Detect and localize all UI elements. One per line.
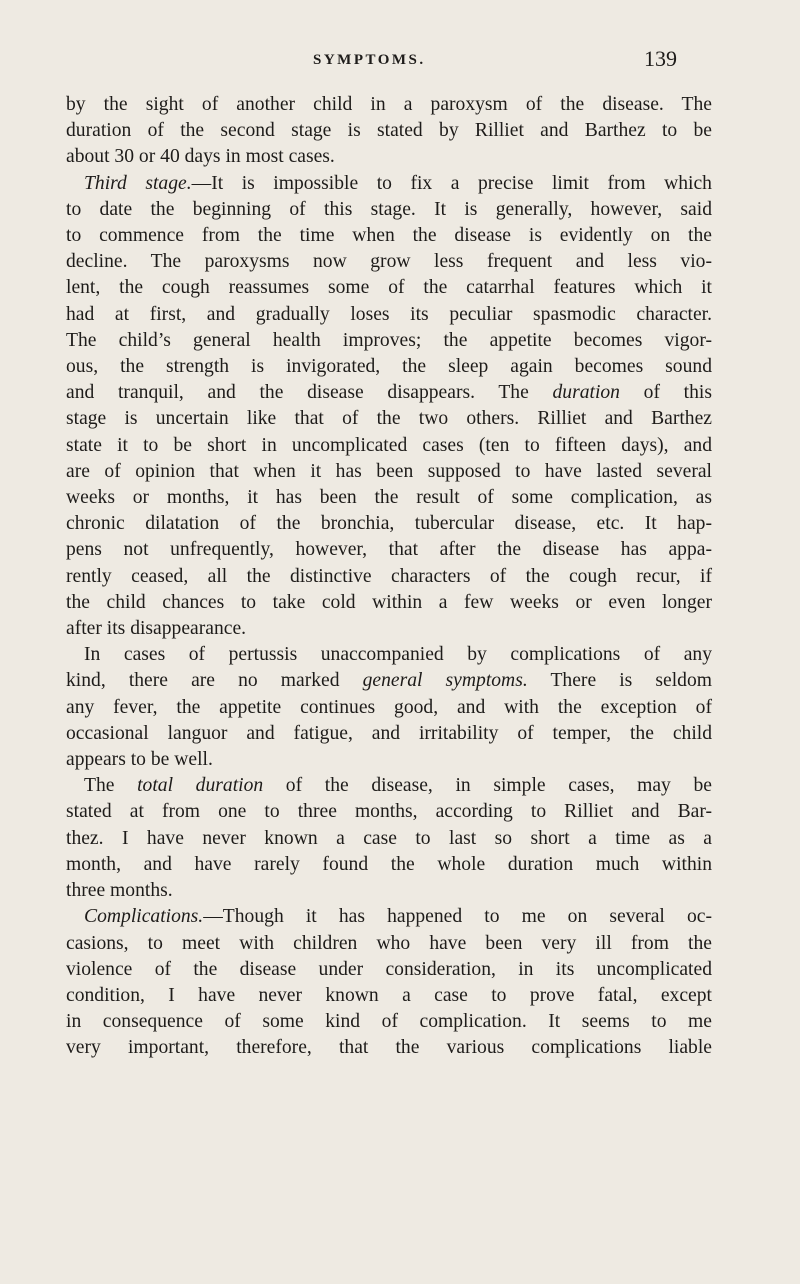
text-line: In cases of pertussis unaccompanied by complications of any <box>84 644 712 666</box>
text-line: stated at from one to three months, according to Rilliet and Bar- <box>66 801 712 823</box>
text-line: lent, the cough reassumes some of the catarrhal features which it <box>66 277 712 299</box>
text-line: are of opinion that when it has been supposed to have lasted several <box>66 460 712 482</box>
text-line: decline. The paroxysms now grow less frequent and less vio- <box>66 251 712 273</box>
body-text <box>66 92 712 1062</box>
text-line <box>66 380 712 406</box>
text-line <box>66 773 712 799</box>
text-line-third-stage <box>66 171 712 197</box>
text-line: violence of the disease under consideration, in its uncomplicated <box>66 958 712 980</box>
text-line: ous, the strength is invigorated, the sleep again becomes sound <box>66 356 712 378</box>
text-line: stage is uncertain like that of the two others. Rilliet and Barthez <box>66 408 712 430</box>
text-line: had at first, and gradually loses its peculiar spasmodic character. <box>66 303 712 325</box>
text-run: The <box>84 775 138 797</box>
text-line: duration of the second stage is stated by Rilliet and Barthez to be <box>66 120 712 142</box>
text-line: thez. I have never known a case to last so short a time as a <box>66 827 712 849</box>
text-line: occasional languor and fatigue, and irritability of temper, the child <box>66 722 712 744</box>
text-line: casions, to meet with children who have been very ill from the <box>66 932 712 954</box>
text-run: There is seldom <box>527 670 712 692</box>
text-line: three months. <box>66 880 173 902</box>
text-run: of this <box>619 382 712 404</box>
text-line: appears to be well. <box>66 749 213 771</box>
text-line: after its disappearance. <box>66 618 247 640</box>
text-line: state it to be short in uncomplicated cases (ten to fifteen days), and <box>66 434 712 456</box>
text-line <box>66 668 712 694</box>
text-line: rently ceased, all the distinctive characters of the cough recur, if <box>66 565 712 587</box>
text-line: in consequence of some kind of complication. It seems to me <box>66 1011 712 1033</box>
text-line: The child’s general health improves; the appetite becomes vigor- <box>66 329 712 351</box>
text-run: —Though it has happened to me on several oc- <box>203 906 712 928</box>
section-heading-third-stage: Third stage. <box>84 172 192 194</box>
text-line-complications <box>66 904 712 930</box>
text-run: kind, there are no marked <box>66 670 363 692</box>
emphasis-general-symptoms: general symptoms. <box>362 670 528 692</box>
emphasis-total-duration: total duration <box>137 775 264 797</box>
text-run: —It is impossible to fix a precise limit from which <box>191 172 712 194</box>
text-run: and tranquil, and the disease disappears. The <box>66 382 553 404</box>
text-line: about 30 or 40 days in most cases. <box>66 146 335 168</box>
text-line: by the sight of another child in a paroxysm of the disease. The <box>66 94 712 115</box>
section-heading-complications: Complications. <box>84 906 204 928</box>
page-number: 139 <box>644 46 677 71</box>
emphasis-duration: duration <box>552 382 620 404</box>
text-line: weeks or months, it has been the result of some complication, as <box>66 487 712 509</box>
text-line: chronic dilatation of the bronchia, tubercular disease, etc. It hap- <box>66 513 712 535</box>
text-line: the child chances to take cold within a few weeks or even longer <box>66 591 712 613</box>
running-head: SYMPTOMS. <box>313 52 426 68</box>
text-line: very important, therefore, that the various complications liable <box>66 1037 712 1059</box>
text-run: of the disease, in simple cases, may be <box>263 775 712 797</box>
text-line: any fever, the appetite continues good, and with the exception of <box>66 696 712 718</box>
text-line: month, and have rarely found the whole duration much within <box>66 853 712 875</box>
text-line: pens not unfrequently, however, that after the disease has appa- <box>66 539 712 561</box>
text-line: condition, I have never known a case to prove fatal, except <box>66 984 712 1006</box>
text-line: to commence from the time when the disease is evidently on the <box>66 225 712 247</box>
text-line: to date the beginning of this stage. It is generally, however, said <box>66 198 712 220</box>
